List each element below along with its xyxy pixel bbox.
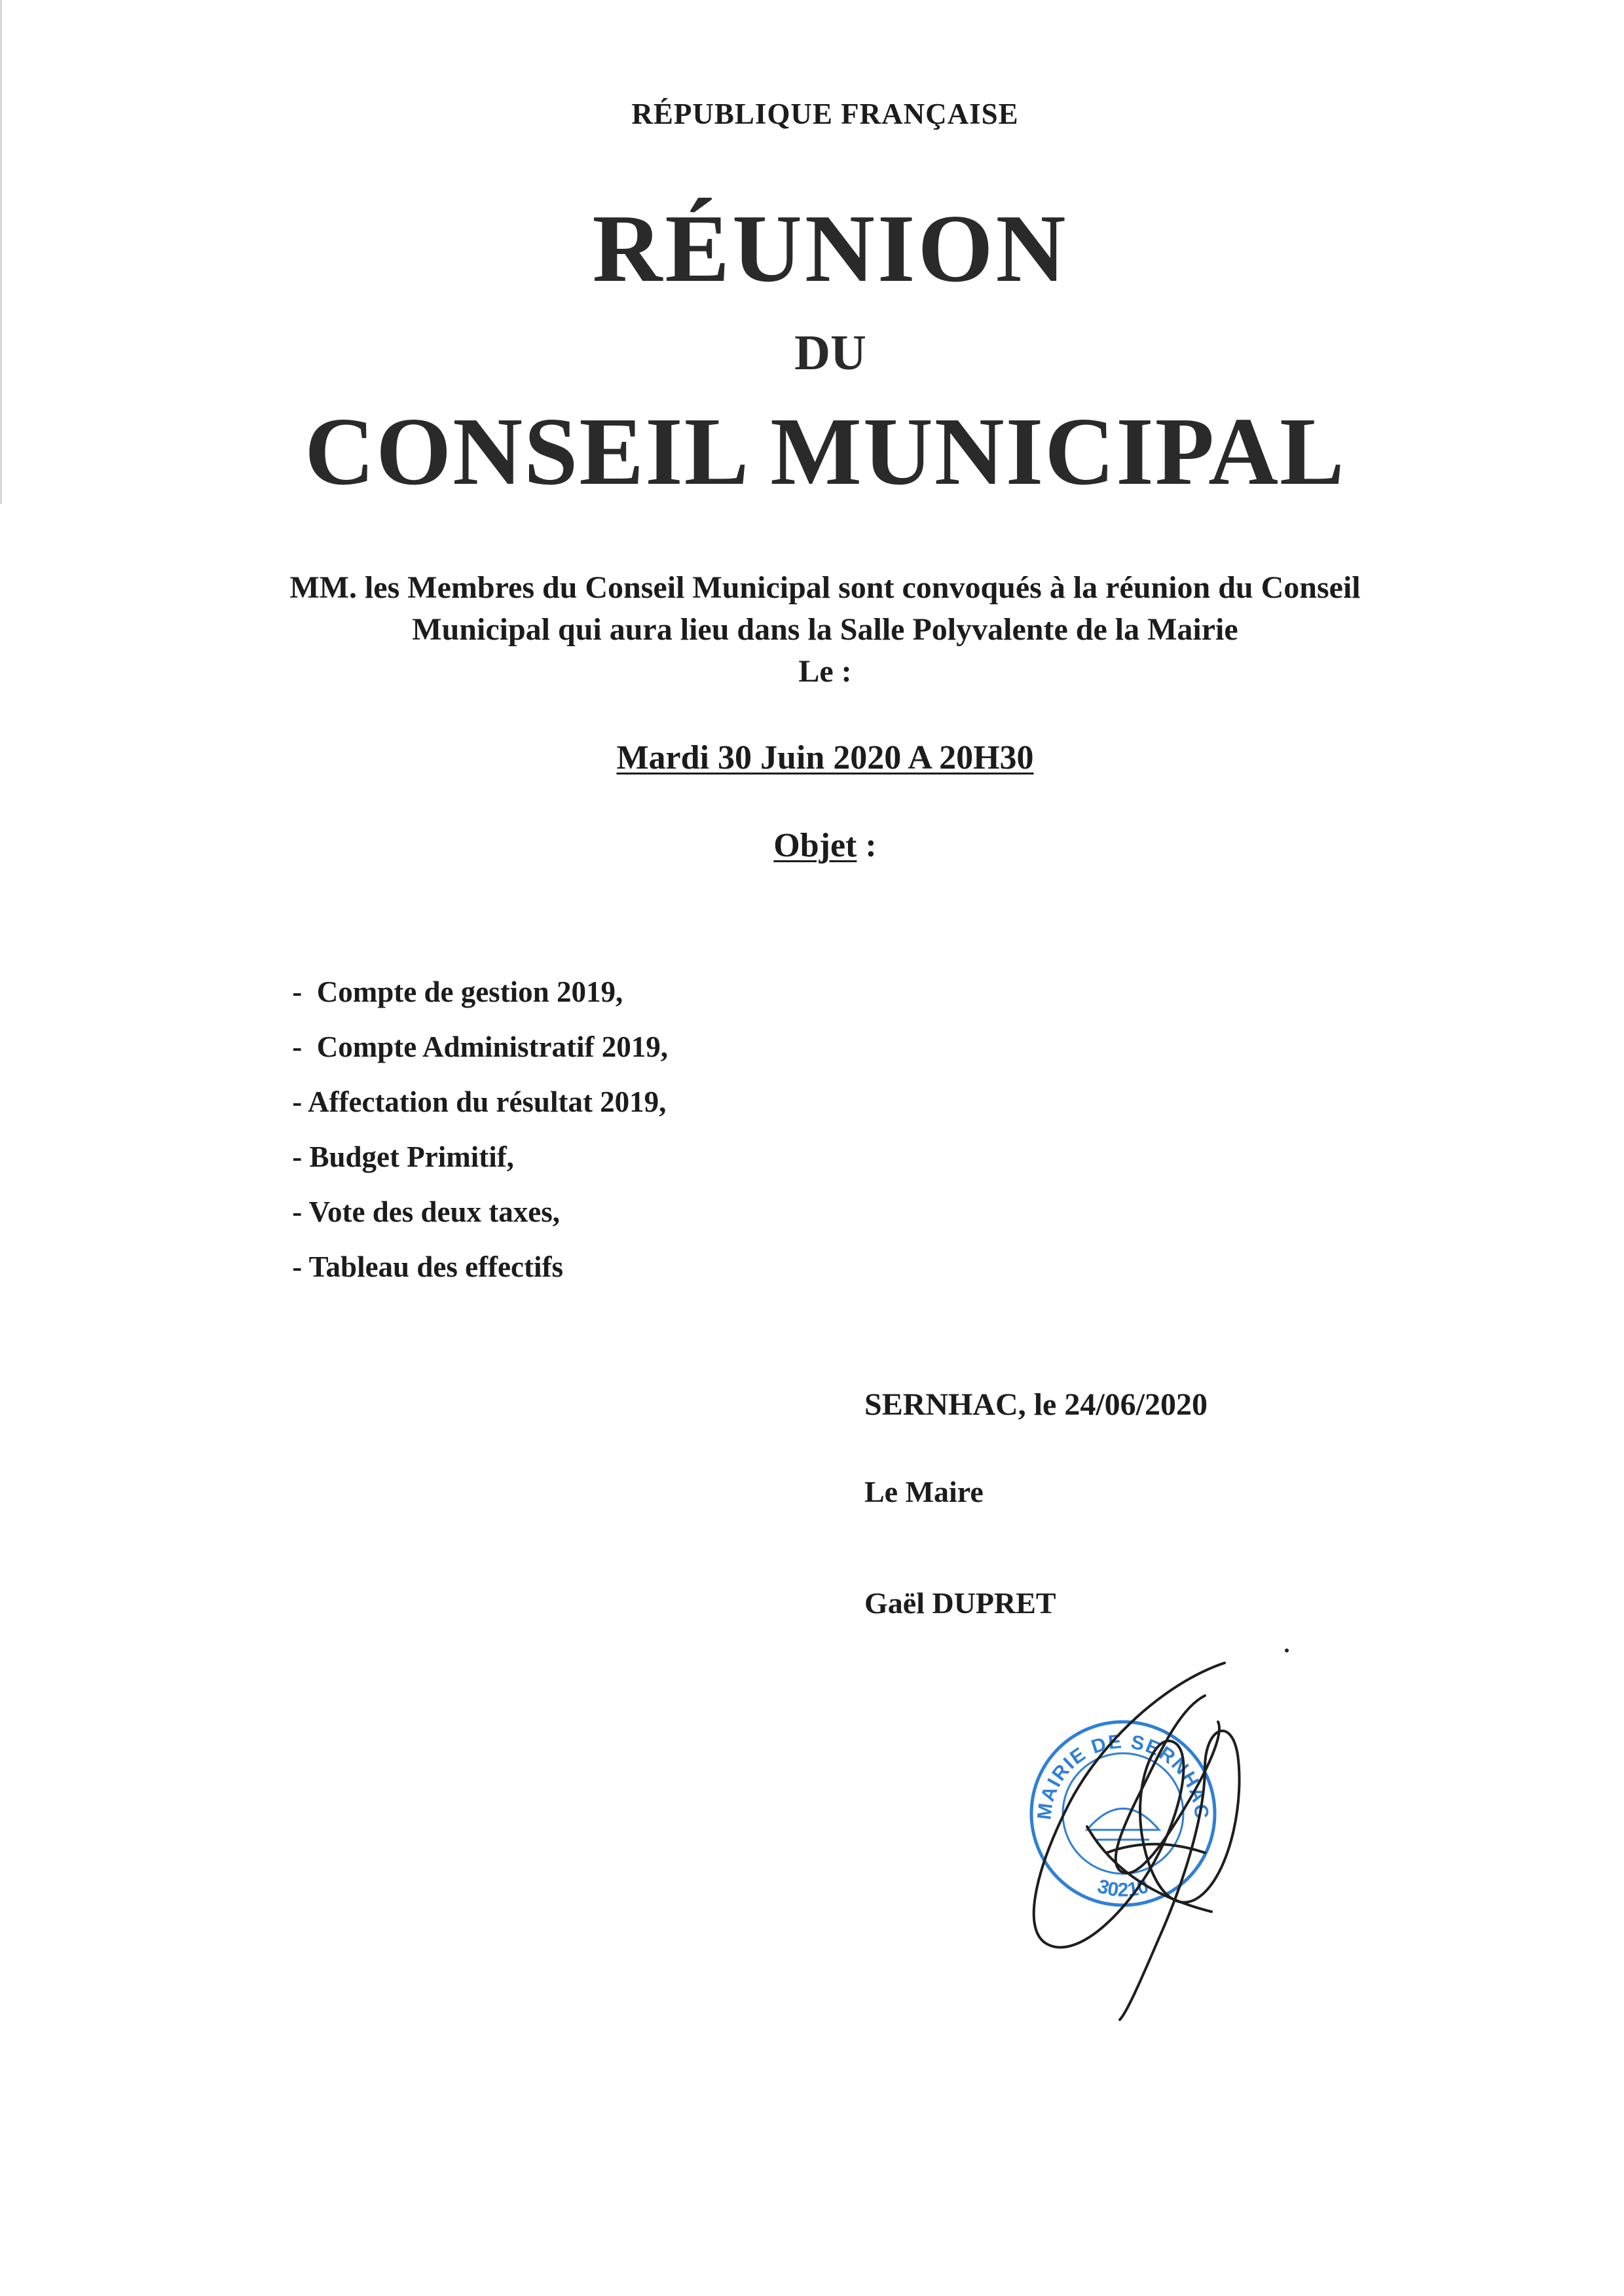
country-heading: RÉPUBLIQUE FRANÇAISE <box>631 98 1019 130</box>
agenda-item: - Budget Primitif, <box>285 1140 514 1173</box>
agenda-item: - Tableau des effectifs <box>285 1250 563 1283</box>
agenda-list <box>285 974 668 1304</box>
agenda-item: - Vote des deux taxes, <box>285 1195 561 1228</box>
objet-suffix: : <box>857 827 877 864</box>
title-conseil-municipal: CONSEIL MUNICIPAL <box>304 398 1346 505</box>
convocation-line-2: Municipal qui aura lieu dans la Salle Polyvalente de la Mairie <box>412 612 1238 647</box>
meeting-date-text: Mardi 30 Juin 2020 A 20H30 <box>616 739 1034 776</box>
place-and-date: SERNHAC, le 24/06/2020 <box>864 1387 1208 1422</box>
agenda-item: - Compte Administratif 2019, <box>285 1030 668 1063</box>
signature-stroke <box>1034 1663 1240 2020</box>
mayor-name: Gaël DUPRET <box>864 1586 1056 1620</box>
objet-heading <box>13 826 1624 865</box>
title-du: DU <box>794 325 866 380</box>
title-reunion: RÉUNION <box>592 195 1069 302</box>
agenda-item: - Affectation du résultat 2019, <box>285 1085 667 1118</box>
stamp-text-bottom: 30210 <box>1095 1875 1151 1901</box>
convocation-line-3: Le : <box>798 654 852 689</box>
mayor-signature <box>1008 1656 1290 2023</box>
objet-label: Objet <box>773 827 857 864</box>
mayor-title: Le Maire <box>864 1475 984 1508</box>
convocation-text <box>13 567 1624 693</box>
stamp-text-top: MAIRIE DE SERNHAC <box>1033 1730 1213 1821</box>
meeting-date <box>13 738 1624 777</box>
agenda-item: - Compte de gestion 2019, <box>285 975 623 1008</box>
ink-dot <box>1285 1649 1289 1652</box>
scan-edge <box>0 0 2 504</box>
convocation-line-1: MM. les Membres du Conseil Municipal sont convoqués à la réunion du Conseil <box>289 570 1361 605</box>
